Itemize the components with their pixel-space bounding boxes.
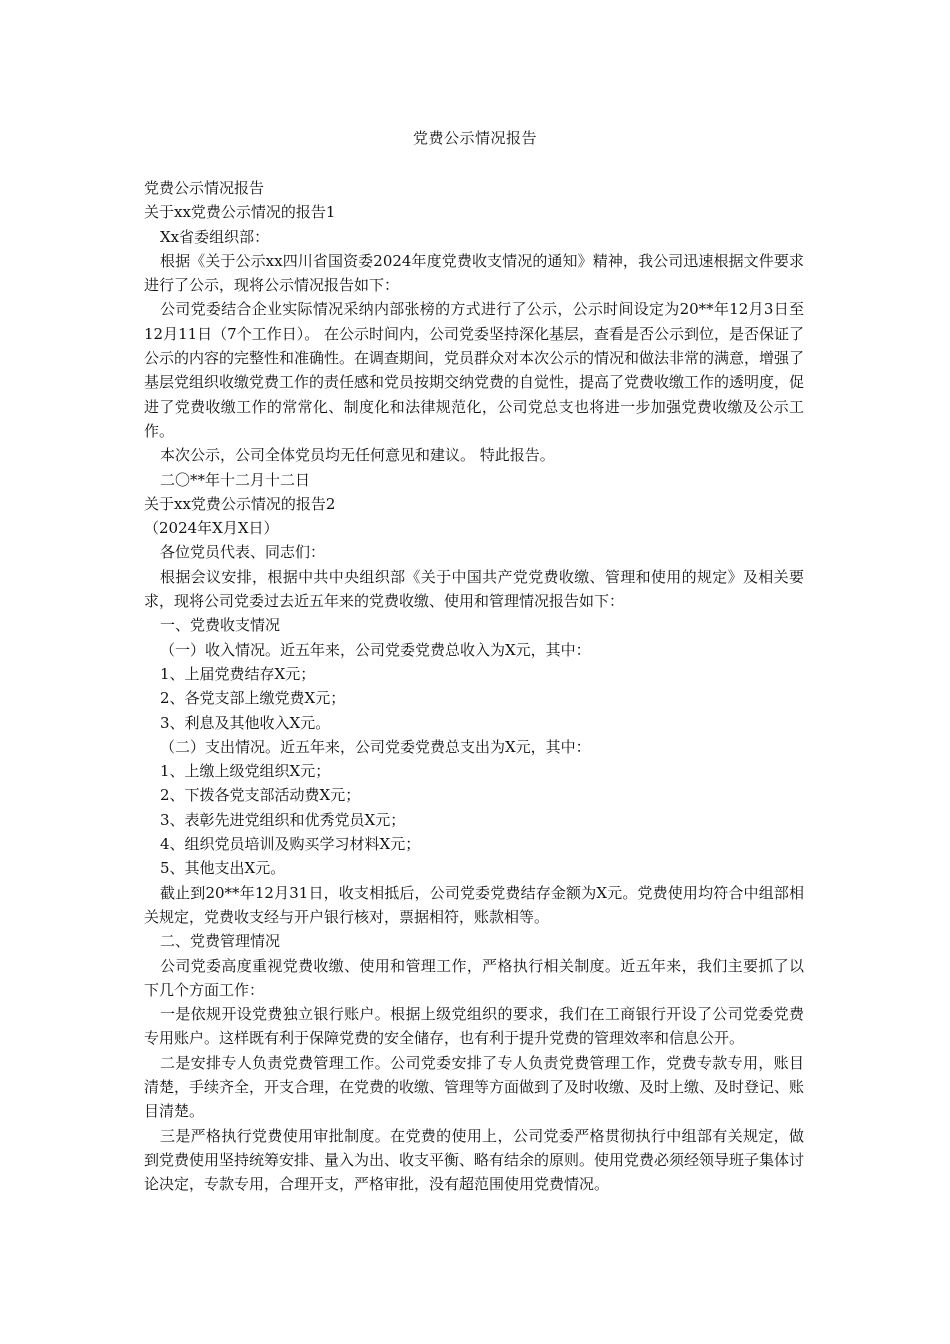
paragraph: 关于xx党费公示情况的报告1 — [144, 203, 336, 222]
paragraph: 截止到20**年12月31日，收支相抵后，公司党委党费结存金额为X元。党费使用均符合中组部相关规定，党费收支经与开户银行核对，票据相符，账款相等。 — [144, 883, 804, 926]
paragraph: 二是安排专人负责党费管理工作。公司党委安排了专人负责党费管理工作，党费专款专用，账目清楚，手续齐全，开支合理，在党费的收缴、管理等方面做到了及时收缴、及时上缴、及时登记、账目清楚。 — [144, 1053, 805, 1121]
paragraph: 公司党委高度重视党费收缴、使用和管理工作，严格执行相关制度。近五年来，我们主要抓了以下几个方面工作： — [144, 956, 804, 999]
paragraph: 1、上届党费结存X元； — [160, 664, 316, 683]
paragraph: Xx省委组织部： — [160, 227, 270, 246]
paragraph: 一、党费收支情况 — [160, 616, 281, 635]
paragraph: 4、组织党员培训及购买学习材料X元； — [160, 835, 421, 854]
paragraph: 党费公示情况报告 — [144, 179, 265, 197]
paragraph: （一）收入情况。近五年来，公司党委党费总收入为X元，其中： — [160, 640, 591, 659]
paragraph: 3、表彰先进党组织和优秀党员X元； — [160, 810, 406, 829]
paragraph: 3、利息及其他收入X元。 — [160, 713, 331, 732]
paragraph: 各位党员代表、同志们： — [160, 543, 326, 562]
document-body — [144, 176, 804, 1196]
paragraph: 2、下拨各党支部活动费X元； — [160, 786, 361, 805]
paragraph: 一是依规开设党费独立银行账户。根据上级党组织的要求，我们在工商银行开设了公司党委党费专用账户。这样既有利于保障党费的安全储存，也有利于提升党费的管理效率和信息公开。 — [144, 1005, 804, 1048]
paragraph: （二）支出情况。近五年来，公司党委党费总支出为X元，其中： — [160, 737, 591, 756]
paragraph: 二〇**年十二月十二日 — [160, 470, 311, 489]
page-title: 党费公示情况报告 — [412, 129, 537, 147]
paragraph: 关于xx党费公示情况的报告2 — [144, 494, 336, 513]
paragraph: 本次公示，公司全体党员均无任何意见和建议。 特此报告。 — [160, 446, 555, 465]
paragraph: 根据会议安排，根据中共中央组织部《关于中国共产党党费收缴、管理和使用的规定》及相关要求，现将公司党委过去近五年来的党费收缴、使用和管理情况报告如下： — [144, 567, 804, 611]
paragraph: （2024年X月X日） — [144, 519, 279, 538]
paragraph: 1、上缴上级党组织X元； — [160, 762, 331, 781]
paragraph: 二、党费管理情况 — [160, 932, 281, 951]
paragraph: 2、各党支部上缴党费X元； — [160, 689, 346, 708]
paragraph: 公司党委结合企业实际情况采纳内部张榜的方式进行了公示，公示时间设定为20**年12月3日至12月11日（7个工作日）。 在公示时间内，公司党委坚持深化基层，查看是否公示到位，是否保证了公示的内容的完整性和准确性。在调查期间，党员群众对本次公示的情况和做法非常的满意，增强了基层党组织收缴党费工作的责任感和党员按期交纳党费的自觉性，提高了党费收缴工作的透明度，促进了党费收缴工作的常常化、制度化和法律规范化，公司党总支也将进一步加强党费收缴及公示工作。 — [144, 300, 805, 440]
paragraph: 5、其他支出X元。 — [160, 859, 286, 878]
paragraph: 三是严格执行党费使用审批制度。在党费的使用上，公司党委严格贯彻执行中组部有关规定，做到党费使用坚持统筹安排、量入为出、收支平衡、略有结余的原则。使用党费必须经领导班子集体讨论决定，专款专用，合理开支，严格审批，没有超范围使用党费情况。 — [144, 1126, 805, 1194]
paragraph: 根据《关于公示xx四川省国资委2024年度党费收支情况的通知》精神，我公司迅速根据文件要求进行了公示，现将公示情况报告如下： — [144, 251, 804, 295]
